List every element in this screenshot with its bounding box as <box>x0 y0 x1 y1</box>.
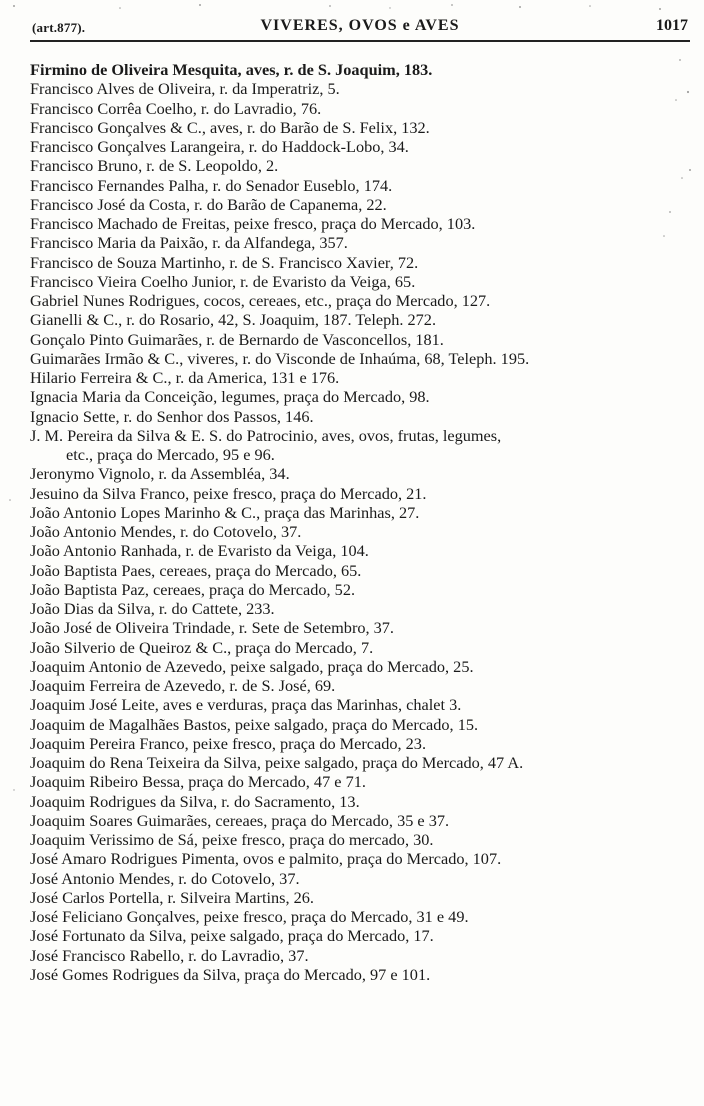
directory-entry: Joaquim Soares Guimarães, cereaes, praça do Mercado, 35 e 37. <box>30 810 450 830</box>
directory-entry: Joaquim Verissimo de Sá, peixe fresco, praça do mercado, 30. <box>30 830 434 849</box>
directory-entry: Hilario Ferreira & C., r. da America, 131 e 176. <box>30 368 340 387</box>
section-title: VIVERES, OVOS e AVES <box>260 17 460 34</box>
directory-entry: Francisco Fernandes Palha, r. do Senador Euseblo, 174. <box>30 175 393 195</box>
article-reference: (art.877). <box>32 20 86 35</box>
directory-entry: João Baptista Paes, cereaes, praça do Mercado, 65. <box>30 560 362 580</box>
directory-entry: Francisco Corrêa Coelho, r. do Lavradio, 76. <box>30 98 322 118</box>
directory-entry: Joaquim Pereira Franco, peixe fresco, praça do Mercado, 23. <box>30 733 427 753</box>
directory-entry-continuation: etc., praça do Mercado, 95 e 96. <box>66 445 275 464</box>
directory-entry: Francisco Vieira Coelho Junior, r. de Evaristo da Veiga, 65. <box>30 271 416 291</box>
directory-entry: Gonçalo Pinto Guimarães, r. de Bernardo de Vasconcellos, 181. <box>30 329 444 349</box>
directory-entry: João Antonio Ranhada, r. de Evaristo da Veiga, 104. <box>30 541 369 561</box>
directory-entry: José Gomes Rodrigues da Silva, praça do Mercado, 97 e 101. <box>30 964 431 984</box>
page-number: 1017 <box>656 17 688 34</box>
directory-entry: Joaquim de Magalhães Bastos, peixe salgado, praça do Mercado, 15. <box>30 714 479 734</box>
directory-entry: José Feliciano Gonçalves, peixe fresco, praça do Mercado, 31 e 49. <box>30 907 469 926</box>
directory-entry: Ignacia Maria da Conceição, legumes, praça do Mercado, 98. <box>30 387 430 407</box>
directory-entry: Francisco Maria da Paixão, r. da Alfandega, 357. <box>30 233 348 253</box>
directory-entry: Francisco Alves de Oliveira, r. da Imperatriz, 5. <box>30 79 340 99</box>
directory-entry: Francisco Gonçalves Larangeira, r. do Haddock-Lobo, 34. <box>30 137 409 156</box>
directory-entry: José Carlos Portella, r. Silveira Martins, 26. <box>30 887 314 907</box>
directory-entry: João José de Oliveira Trindade, r. Sete de Setembro, 37. <box>30 618 395 638</box>
directory-entry: João Dias da Silva, r. do Cattete, 233. <box>30 599 275 618</box>
directory-entry: João Antonio Lopes Marinho & C., praça das Marinhas, 27. <box>30 502 420 522</box>
directory-entry: Francisco Machado de Freitas, peixe fresco, praça do Mercado, 103. <box>30 214 476 233</box>
directory-entry: Joaquim Ribeiro Bessa, praça do Mercado, 47 e 71. <box>30 772 366 792</box>
directory-entry: Joaquim Antonio de Azevedo, peixe salgado, praça do Mercado, 25. <box>30 656 474 676</box>
directory-entry: Guimarães Irmão & C., viveres, r. do Visconde de Inhaúma, 68, Teleph. 195. <box>30 348 530 368</box>
directory-entry: Firmino de Oliveira Mesquita, aves, r. de S. Joaquim, 183. <box>30 60 433 79</box>
directory-entry: Francisco Gonçalves & C., aves, r. do Barão de S. Felix, 132. <box>30 117 430 137</box>
directory-entry: Francisco Bruno, r. de S. Leopoldo, 2. <box>30 156 279 176</box>
directory-entry: Gianelli & C., r. do Rosario, 42, S. Joaquim, 187. Teleph. 272. <box>30 310 437 330</box>
directory-entry: José Antonio Mendes, r. do Cotovelo, 37. <box>30 868 300 888</box>
directory-entry: Francisco de Souza Martinho, r. de S. Francisco Xavier, 72. <box>30 252 419 272</box>
directory-entry: Joaquim Rodrigues da Silva, r. do Sacramento, 13. <box>30 791 360 811</box>
directory-entry: Ignacio Sette, r. do Senhor dos Passos, 146. <box>30 406 314 426</box>
directory-entry: Joaquim do Rena Teixeira da Silva, peixe salgado, praça do Mercado, 47 A. <box>30 753 524 772</box>
directory-entry: José Francisco Rabello, r. do Lavradio, 37. <box>30 945 309 965</box>
directory-entry: Joaquim Ferreira de Azevedo, r. de S. José, 69. <box>30 676 336 695</box>
directory-entry: Francisco José da Costa, r. do Barão de Capanema, 22. <box>30 194 387 214</box>
directory-entry: Gabriel Nunes Rodrigues, cocos, cereaes, etc., praça do Mercado, 127. <box>30 291 491 310</box>
directory-entry: João Baptista Paz, cereaes, praça do Mercado, 52. <box>30 579 356 599</box>
directory-entry: J. M. Pereira da Silva & E. S. do Patrocinio, aves, ovos, frutas, legumes, <box>30 425 502 445</box>
directory-entry: José Amaro Rodrigues Pimenta, ovos e palmito, praça do Mercado, 107. <box>30 849 502 869</box>
directory-entry: João Silverio de Queiroz & C., praça do Mercado, 7. <box>30 637 374 657</box>
directory-entry: Jesuino da Silva Franco, peixe fresco, praça do Mercado, 21. <box>30 483 427 503</box>
directory-entry: José Fortunato da Silva, peixe salgado, praça do Mercado, 17. <box>30 926 434 946</box>
directory-entries <box>30 60 690 984</box>
directory-entry: Jeronymo Vignolo, r. da Assembléa, 34. <box>30 464 290 484</box>
directory-entry: Joaquim José Leite, aves e verduras, praça das Marinhas, chalet 3. <box>30 695 462 715</box>
page-header <box>30 14 690 42</box>
directory-entry: João Antonio Mendes, r. do Cotovelo, 37. <box>30 522 302 541</box>
